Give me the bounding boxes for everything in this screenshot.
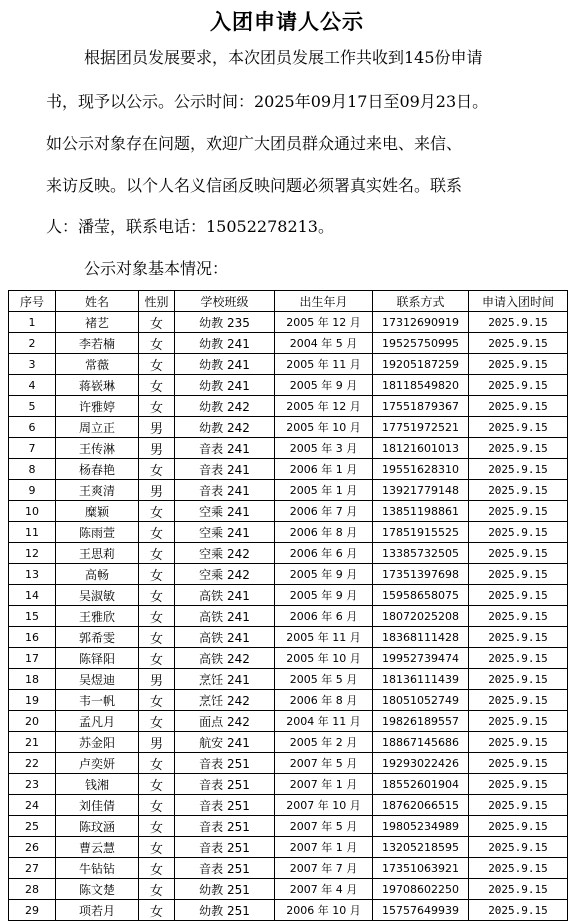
cell-phone: 18136111439 [373,669,469,690]
cell-class: 高铁 241 [175,585,275,606]
cell-apply-date: 2025.9.15 [469,564,568,585]
cell-index: 4 [9,375,56,396]
table-row [9,543,568,564]
table-row [9,879,568,900]
cell-class: 音表 251 [175,816,275,837]
table-row [9,732,568,753]
cell-name: 李若楠 [56,333,139,354]
cell-index: 11 [9,522,56,543]
cell-birth: 2006 年 8 月 [275,522,373,543]
table-body [9,312,568,921]
cell-phone: 17351063921 [373,858,469,879]
cell-class: 音表 251 [175,753,275,774]
cell-apply-date: 2025.9.15 [469,837,568,858]
cell-gender: 女 [139,501,175,522]
cell-phone: 18552601904 [373,774,469,795]
cell-phone: 15757649939 [373,900,469,921]
table-row [9,795,568,816]
cell-name: 郭希雯 [56,627,139,648]
cell-class: 音表 251 [175,858,275,879]
cell-gender: 女 [139,459,175,480]
cell-phone: 17751972521 [373,417,469,438]
cell-gender: 女 [139,606,175,627]
cell-gender: 女 [139,522,175,543]
cell-gender: 男 [139,669,175,690]
cell-name: 陈文楚 [56,879,139,900]
cell-phone: 15958658075 [373,585,469,606]
cell-birth: 2007 年 5 月 [275,753,373,774]
cell-class: 幼教 241 [175,354,275,375]
cell-class: 音表 241 [175,438,275,459]
cell-name: 陈铎阳 [56,648,139,669]
cell-index: 17 [9,648,56,669]
cell-birth: 2006 年 8 月 [275,690,373,711]
cell-class: 音表 241 [175,459,275,480]
cell-birth: 2006 年 6 月 [275,606,373,627]
cell-gender: 女 [139,396,175,417]
table-row [9,753,568,774]
cell-name: 王爽清 [56,480,139,501]
paragraph-line-2: 书，现予以公示。公示时间：2025年09月17日至09月23日。 [46,92,489,111]
cell-index: 5 [9,396,56,417]
cell-birth: 2004 年 11 月 [275,711,373,732]
table-row [9,501,568,522]
table-row [9,417,568,438]
cell-birth: 2005 年 2 月 [275,732,373,753]
cell-gender: 女 [139,753,175,774]
cell-index: 19 [9,690,56,711]
cell-index: 14 [9,585,56,606]
cell-gender: 女 [139,333,175,354]
cell-phone: 18118549820 [373,375,469,396]
cell-apply-date: 2025.9.15 [469,480,568,501]
cell-index: 25 [9,816,56,837]
cell-birth: 2007 年 1 月 [275,774,373,795]
cell-birth: 2005 年 11 月 [275,627,373,648]
table-row [9,354,568,375]
cell-phone: 17551879367 [373,396,469,417]
header-birth: 出生年月 [275,291,373,312]
cell-index: 23 [9,774,56,795]
cell-apply-date: 2025.9.15 [469,543,568,564]
cell-name: 王传淋 [56,438,139,459]
paragraph-line-3: 如公示对象存在问题，欢迎广大团员群众通过来电、来信、 [46,134,463,153]
cell-phone: 17312690919 [373,312,469,333]
cell-phone: 19205187259 [373,354,469,375]
cell-index: 21 [9,732,56,753]
cell-name: 王思莉 [56,543,139,564]
cell-class: 幼教 251 [175,900,275,921]
cell-index: 7 [9,438,56,459]
cell-class: 幼教 242 [175,417,275,438]
header-gender: 性别 [139,291,175,312]
cell-phone: 13205218595 [373,837,469,858]
cell-name: 杨春艳 [56,459,139,480]
cell-apply-date: 2025.9.15 [469,795,568,816]
cell-apply-date: 2025.9.15 [469,711,568,732]
cell-name: 韦一帆 [56,690,139,711]
table-row [9,711,568,732]
cell-birth: 2006 年 1 月 [275,459,373,480]
cell-gender: 女 [139,711,175,732]
cell-class: 音表 251 [175,837,275,858]
cell-name: 陈雨萱 [56,522,139,543]
table-header-row [9,291,568,312]
cell-class: 幼教 235 [175,312,275,333]
cell-class: 空乘 242 [175,543,275,564]
cell-class: 烹饪 242 [175,690,275,711]
cell-name: 蒋嵚琳 [56,375,139,396]
cell-apply-date: 2025.9.15 [469,522,568,543]
cell-gender: 女 [139,627,175,648]
cell-birth: 2005 年 5 月 [275,669,373,690]
cell-birth: 2005 年 9 月 [275,564,373,585]
cell-gender: 女 [139,837,175,858]
cell-apply-date: 2025.9.15 [469,900,568,921]
paragraph-line-5: 人：潘莹，联系电话：15052278213。 [46,217,334,236]
cell-name: 高畅 [56,564,139,585]
cell-apply-date: 2025.9.15 [469,774,568,795]
cell-apply-date: 2025.9.15 [469,879,568,900]
cell-apply-date: 2025.9.15 [469,690,568,711]
cell-index: 22 [9,753,56,774]
cell-class: 烹饪 241 [175,669,275,690]
cell-phone: 19293022426 [373,753,469,774]
cell-index: 24 [9,795,56,816]
cell-apply-date: 2025.9.15 [469,354,568,375]
table-row [9,858,568,879]
cell-gender: 男 [139,417,175,438]
cell-class: 空乘 242 [175,564,275,585]
table-row [9,900,568,921]
cell-apply-date: 2025.9.15 [469,606,568,627]
cell-gender: 男 [139,732,175,753]
table-row [9,837,568,858]
cell-index: 3 [9,354,56,375]
cell-apply-date: 2025.9.15 [469,753,568,774]
cell-birth: 2005 年 12 月 [275,312,373,333]
cell-index: 12 [9,543,56,564]
cell-name: 孟凡月 [56,711,139,732]
cell-birth: 2007 年 5 月 [275,816,373,837]
cell-name: 苏金阳 [56,732,139,753]
table-row [9,690,568,711]
cell-phone: 19708602250 [373,879,469,900]
cell-class: 音表 251 [175,795,275,816]
cell-gender: 女 [139,354,175,375]
cell-class: 音表 251 [175,774,275,795]
cell-name: 许雅婷 [56,396,139,417]
cell-phone: 19952739474 [373,648,469,669]
paragraph-line-4: 来访反映。以个人名义信函反映问题必须署真实姓名。联系 [46,176,463,195]
cell-name: 陈玟涵 [56,816,139,837]
header-class: 学校班级 [175,291,275,312]
table-row [9,774,568,795]
applicant-table [8,290,568,921]
cell-name: 王雅欣 [56,606,139,627]
table-row [9,669,568,690]
cell-birth: 2006 年 6 月 [275,543,373,564]
cell-class: 幼教 241 [175,333,275,354]
cell-birth: 2007 年 7 月 [275,858,373,879]
table-row [9,459,568,480]
cell-apply-date: 2025.9.15 [469,501,568,522]
cell-phone: 18072025208 [373,606,469,627]
cell-birth: 2005 年 12 月 [275,396,373,417]
cell-gender: 女 [139,564,175,585]
cell-gender: 女 [139,648,175,669]
cell-index: 27 [9,858,56,879]
cell-gender: 女 [139,375,175,396]
cell-phone: 13851198861 [373,501,469,522]
table-row [9,627,568,648]
cell-gender: 女 [139,879,175,900]
cell-index: 10 [9,501,56,522]
cell-class: 高铁 241 [175,627,275,648]
cell-class: 面点 242 [175,711,275,732]
cell-gender: 女 [139,795,175,816]
cell-name: 刘佳倩 [56,795,139,816]
cell-index: 6 [9,417,56,438]
cell-name: 卢奕妍 [56,753,139,774]
cell-gender: 男 [139,480,175,501]
header-apply-date: 申请入团时间 [469,291,568,312]
cell-index: 18 [9,669,56,690]
cell-class: 空乘 241 [175,501,275,522]
cell-name: 糜颖 [56,501,139,522]
cell-phone: 18121601013 [373,438,469,459]
cell-birth: 2005 年 11 月 [275,354,373,375]
cell-birth: 2005 年 10 月 [275,417,373,438]
cell-apply-date: 2025.9.15 [469,459,568,480]
table-row [9,522,568,543]
cell-name: 褚艺 [56,312,139,333]
cell-birth: 2005 年 9 月 [275,585,373,606]
table-row [9,816,568,837]
cell-index: 8 [9,459,56,480]
header-name: 姓名 [56,291,139,312]
cell-phone: 17851915525 [373,522,469,543]
table-row [9,396,568,417]
cell-name: 项若月 [56,900,139,921]
cell-name: 吴淑敏 [56,585,139,606]
cell-phone: 13921779148 [373,480,469,501]
table-row [9,648,568,669]
cell-index: 2 [9,333,56,354]
cell-phone: 13385732505 [373,543,469,564]
cell-birth: 2005 年 1 月 [275,480,373,501]
cell-name: 曹云慧 [56,837,139,858]
cell-index: 15 [9,606,56,627]
cell-phone: 18762066515 [373,795,469,816]
document-title: 入团申请人公示 [210,10,364,34]
cell-index: 29 [9,900,56,921]
cell-phone: 19525750995 [373,333,469,354]
header-phone: 联系方式 [373,291,469,312]
cell-apply-date: 2025.9.15 [469,816,568,837]
cell-name: 周立正 [56,417,139,438]
cell-birth: 2006 年 7 月 [275,501,373,522]
cell-gender: 女 [139,690,175,711]
cell-phone: 18368111428 [373,627,469,648]
cell-birth: 2007 年 10 月 [275,795,373,816]
cell-birth: 2005 年 3 月 [275,438,373,459]
table-row [9,333,568,354]
table-subtitle: 公示对象基本情况： [84,259,229,278]
header-index: 序号 [9,291,56,312]
cell-class: 高铁 241 [175,606,275,627]
table-row [9,375,568,396]
cell-phone: 19826189557 [373,711,469,732]
cell-phone: 18867145686 [373,732,469,753]
cell-index: 9 [9,480,56,501]
cell-class: 幼教 251 [175,879,275,900]
cell-apply-date: 2025.9.15 [469,375,568,396]
cell-apply-date: 2025.9.15 [469,417,568,438]
cell-class: 航安 241 [175,732,275,753]
cell-birth: 2007 年 4 月 [275,879,373,900]
cell-birth: 2005 年 10 月 [275,648,373,669]
cell-apply-date: 2025.9.15 [469,312,568,333]
cell-apply-date: 2025.9.15 [469,858,568,879]
cell-index: 26 [9,837,56,858]
cell-gender: 女 [139,585,175,606]
cell-class: 幼教 242 [175,396,275,417]
cell-phone: 18051052749 [373,690,469,711]
table-row [9,480,568,501]
cell-apply-date: 2025.9.15 [469,648,568,669]
cell-index: 20 [9,711,56,732]
cell-gender: 男 [139,438,175,459]
cell-phone: 19805234989 [373,816,469,837]
cell-gender: 女 [139,774,175,795]
cell-name: 牛钻钻 [56,858,139,879]
cell-class: 幼教 241 [175,375,275,396]
cell-class: 高铁 242 [175,648,275,669]
cell-name: 常薇 [56,354,139,375]
cell-phone: 17351397698 [373,564,469,585]
table-row [9,606,568,627]
cell-birth: 2005 年 9 月 [275,375,373,396]
cell-index: 13 [9,564,56,585]
table-row [9,585,568,606]
cell-gender: 女 [139,900,175,921]
cell-apply-date: 2025.9.15 [469,669,568,690]
cell-index: 16 [9,627,56,648]
cell-birth: 2007 年 1 月 [275,837,373,858]
cell-apply-date: 2025.9.15 [469,438,568,459]
cell-apply-date: 2025.9.15 [469,396,568,417]
cell-index: 1 [9,312,56,333]
cell-class: 空乘 241 [175,522,275,543]
cell-index: 28 [9,879,56,900]
cell-gender: 女 [139,816,175,837]
cell-class: 音表 241 [175,480,275,501]
table-row [9,564,568,585]
table-row [9,438,568,459]
cell-birth: 2006 年 10 月 [275,900,373,921]
table-row [9,312,568,333]
cell-apply-date: 2025.9.15 [469,585,568,606]
cell-birth: 2004 年 5 月 [275,333,373,354]
cell-apply-date: 2025.9.15 [469,732,568,753]
paragraph-line-1: 根据团员发展要求，本次团员发展工作共收到145份申请 [84,48,483,67]
cell-name: 吴煜迪 [56,669,139,690]
cell-apply-date: 2025.9.15 [469,627,568,648]
cell-gender: 女 [139,858,175,879]
cell-gender: 女 [139,312,175,333]
cell-apply-date: 2025.9.15 [469,333,568,354]
cell-name: 钱湘 [56,774,139,795]
cell-phone: 19551628310 [373,459,469,480]
cell-gender: 女 [139,543,175,564]
